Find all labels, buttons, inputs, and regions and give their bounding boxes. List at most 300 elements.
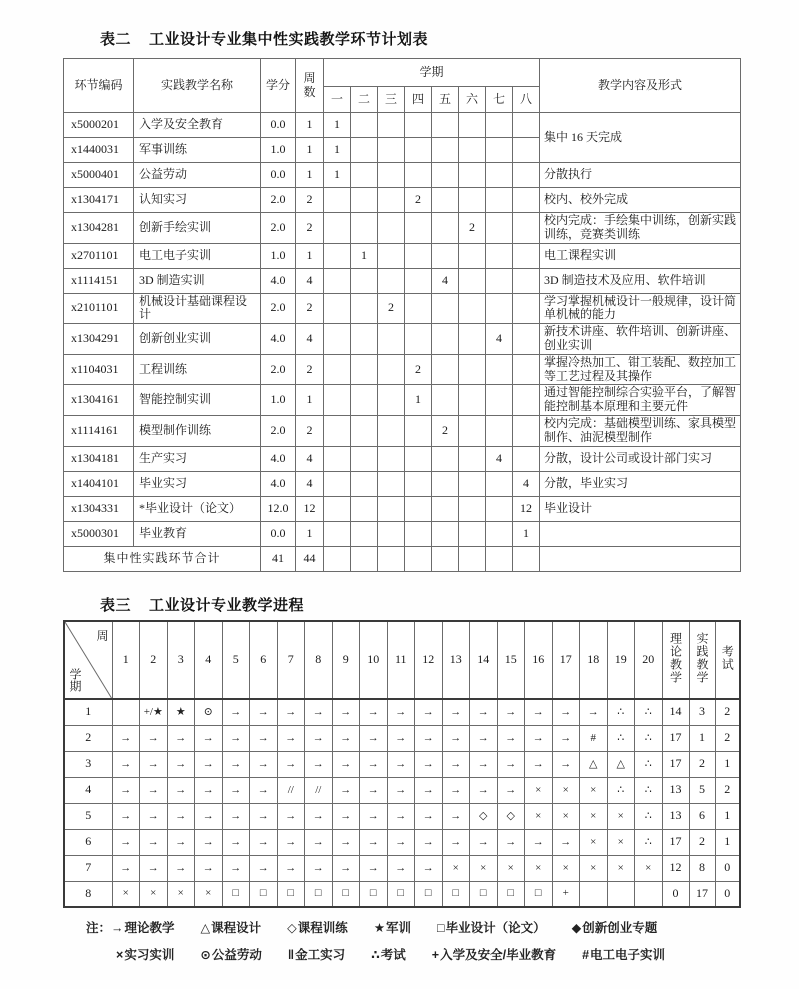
- table2-row: [64, 268, 741, 293]
- cell-week-symbol: [607, 881, 635, 907]
- legend-item: [287, 918, 348, 936]
- cell-semester-value: [324, 293, 351, 324]
- cell-exam-total: 2: [715, 777, 740, 803]
- cell-semester-value: [432, 496, 459, 521]
- cell-week-symbol: →: [222, 829, 250, 855]
- cell-semester-value: [351, 354, 378, 385]
- cell-week-symbol: →: [140, 803, 168, 829]
- cell-week-symbol: △: [580, 751, 608, 777]
- legend-symbol-电工电子实训: #: [582, 948, 590, 962]
- cell-semester-value: [513, 324, 540, 355]
- header-sem-1: 一: [324, 87, 351, 113]
- cell-code: x1114161: [64, 415, 134, 446]
- cell-name: 军事训练: [134, 138, 261, 163]
- cell-week-symbol: →: [470, 751, 498, 777]
- cell-semester-value: 4: [513, 471, 540, 496]
- cell-week-symbol: ×: [525, 855, 553, 881]
- cell-semester-value: [513, 243, 540, 268]
- cell-name: 电工电子实训: [134, 243, 261, 268]
- header-week-number: 9: [332, 621, 360, 699]
- legend-label: 理论教学: [124, 921, 175, 935]
- table2-row: [64, 415, 741, 446]
- cell-name: 入学及安全教育: [134, 113, 261, 138]
- cell-week-symbol: →: [525, 725, 553, 751]
- cell-name: 智能控制实训: [134, 385, 261, 416]
- cell-week-symbol: →: [332, 829, 360, 855]
- table3-row: [64, 699, 740, 725]
- cell-week-symbol: ×: [552, 803, 580, 829]
- cell-practice-total: 2: [689, 751, 715, 777]
- cell-semester-value: 2: [459, 213, 486, 244]
- cell-credits: 1.0: [261, 138, 296, 163]
- cell-week-symbol: ∴: [607, 725, 635, 751]
- cell-week-symbol: ∴: [635, 725, 663, 751]
- table3-row: [64, 803, 740, 829]
- cell-semester-value: [405, 446, 432, 471]
- cell-semester-value: 1: [324, 163, 351, 188]
- legend-item: [374, 918, 411, 936]
- cell-semester-value: [405, 293, 432, 324]
- cell-content: 新技术讲座、软件培训、创新讲座、创业实训: [540, 324, 741, 355]
- cell-week-symbol: →: [167, 803, 195, 829]
- cell-week-symbol: ∴: [635, 829, 663, 855]
- cell-semester-value: [351, 113, 378, 138]
- legend-label: 电工电子实训: [590, 948, 666, 962]
- cell-credits: 0.0: [261, 113, 296, 138]
- cell-week-symbol: ×: [525, 803, 553, 829]
- cell-semester-value: [513, 163, 540, 188]
- cell-semester-value: [405, 268, 432, 293]
- cell-week-symbol: →: [250, 803, 278, 829]
- cell-semester-value: [432, 213, 459, 244]
- cell-week-symbol: ×: [442, 855, 470, 881]
- legend-item: [116, 945, 174, 963]
- cell-week-symbol: ×: [635, 855, 663, 881]
- header-sem-6: 六: [459, 87, 486, 113]
- header-week-number: 2: [140, 621, 168, 699]
- cell-semester-value: [324, 188, 351, 213]
- cell-semester-value: [351, 496, 378, 521]
- cell-week-symbol: →: [525, 829, 553, 855]
- cell-week-symbol: →: [250, 751, 278, 777]
- header-week-number: 3: [167, 621, 195, 699]
- cell-semester-value: [432, 188, 459, 213]
- total-weeks: 44: [296, 546, 324, 571]
- cell-semester-value: [486, 293, 513, 324]
- cell-theory-total: 13: [662, 777, 689, 803]
- cell-week-symbol: ∴: [635, 751, 663, 777]
- total-semester-empty: [513, 546, 540, 571]
- total-semester-empty: [351, 546, 378, 571]
- cell-week-symbol: ×: [552, 855, 580, 881]
- cell-week-symbol: →: [195, 855, 223, 881]
- cell-semester-value: [324, 521, 351, 546]
- cell-semester-value: [459, 324, 486, 355]
- table2-row: [64, 293, 741, 324]
- legend-symbol-军训: ★: [373, 921, 386, 935]
- cell-week-symbol: →: [305, 699, 333, 725]
- header-week-number: 7: [277, 621, 305, 699]
- cell-weeks: 1: [296, 113, 324, 138]
- cell-week-symbol: +: [552, 881, 580, 907]
- cell-week-symbol: →: [552, 725, 580, 751]
- cell-name: 模型制作训练: [134, 415, 261, 446]
- cell-code: x2101101: [64, 293, 134, 324]
- header-week-number: 19: [607, 621, 635, 699]
- cell-exam-total: 1: [715, 829, 740, 855]
- cell-semester-value: [459, 188, 486, 213]
- cell-weeks: 2: [296, 415, 324, 446]
- cell-week-symbol: →: [195, 777, 223, 803]
- cell-semester-value: [459, 385, 486, 416]
- cell-practice-total: 8: [689, 855, 715, 881]
- total-semester-empty: [459, 546, 486, 571]
- cell-week-symbol: □: [415, 881, 443, 907]
- cell-semester-value: 4: [432, 268, 459, 293]
- cell-week-symbol: #: [580, 725, 608, 751]
- cell-week-symbol: [635, 881, 663, 907]
- cell-week-symbol: →: [360, 699, 388, 725]
- cell-semester-value: [324, 471, 351, 496]
- cell-week-symbol: ×: [607, 829, 635, 855]
- total-label: 集中性实践环节合计: [64, 546, 261, 571]
- cell-semester-number: 3: [64, 751, 112, 777]
- cell-credits: 4.0: [261, 268, 296, 293]
- cell-semester-value: [432, 385, 459, 416]
- cell-week-symbol: →: [525, 751, 553, 777]
- cell-semester-value: [513, 268, 540, 293]
- cell-semester-value: 2: [405, 188, 432, 213]
- cell-week-symbol: ×: [140, 881, 168, 907]
- legend-symbol-毕业设计（论文）: □: [437, 921, 445, 935]
- cell-semester-value: [378, 496, 405, 521]
- cell-semester-value: [459, 243, 486, 268]
- cell-week-symbol: →: [332, 855, 360, 881]
- cell-week-symbol: →: [360, 855, 388, 881]
- cell-week-symbol: □: [387, 881, 415, 907]
- cell-semester-number: 2: [64, 725, 112, 751]
- cell-semester-value: [486, 496, 513, 521]
- cell-semester-value: [459, 293, 486, 324]
- table3-row: [64, 751, 740, 777]
- cell-semester-value: [351, 521, 378, 546]
- legend-label: 军训: [386, 921, 412, 935]
- table3-title-label: 表三: [100, 597, 132, 614]
- header-practice-weeks: 实践教学: [689, 621, 715, 699]
- cell-week-symbol: →: [415, 751, 443, 777]
- cell-week-symbol: →: [250, 699, 278, 725]
- cell-semester-value: 1: [405, 385, 432, 416]
- cell-semester-value: [513, 446, 540, 471]
- table3-row: [64, 777, 740, 803]
- total-semester-empty: [378, 546, 405, 571]
- cell-week-symbol: →: [387, 855, 415, 881]
- table3-title: [100, 594, 304, 615]
- cell-week-symbol: →: [112, 751, 140, 777]
- table2-row: [64, 188, 741, 213]
- cell-week-symbol: →: [360, 751, 388, 777]
- cell-week-symbol: →: [552, 699, 580, 725]
- legend-item: [371, 945, 406, 963]
- cell-name: 创新创业实训: [134, 324, 261, 355]
- cell-exam-total: 1: [715, 751, 740, 777]
- cell-week-symbol: ★: [167, 699, 195, 725]
- header-week-number: 16: [525, 621, 553, 699]
- cell-week-symbol: →: [305, 803, 333, 829]
- cell-code: x2701101: [64, 243, 134, 268]
- legend-label: 毕业设计（论文）: [445, 921, 546, 935]
- cell-theory-total: 17: [662, 725, 689, 751]
- cell-semester-value: [378, 268, 405, 293]
- table2-title-text: 工业设计专业集中性实践教学环节计划表: [149, 31, 429, 48]
- table2-title: [100, 28, 428, 49]
- cell-semester-value: [459, 268, 486, 293]
- cell-week-symbol: →: [415, 777, 443, 803]
- cell-week-symbol: □: [442, 881, 470, 907]
- cell-week-symbol: →: [112, 855, 140, 881]
- cell-week-symbol: →: [415, 699, 443, 725]
- table3-title-text: 工业设计专业教学进程: [149, 597, 305, 614]
- header-content: 教学内容及形式: [540, 59, 741, 113]
- cell-semester-value: [432, 324, 459, 355]
- cell-practice-total: 17: [689, 881, 715, 907]
- legend-label: 课程训练: [297, 921, 348, 935]
- cell-semester-value: [351, 268, 378, 293]
- cell-credits: 0.0: [261, 521, 296, 546]
- cell-credits: 2.0: [261, 188, 296, 213]
- cell-week-symbol: →: [387, 751, 415, 777]
- cell-exam-total: 0: [715, 881, 740, 907]
- cell-name: 毕业实习: [134, 471, 261, 496]
- cell-content: 分散，毕业实习: [540, 471, 741, 496]
- cell-exam-total: 0: [715, 855, 740, 881]
- cell-semester-value: [432, 138, 459, 163]
- cell-week-symbol: //: [305, 777, 333, 803]
- cell-week-symbol: →: [470, 829, 498, 855]
- cell-week-symbol: →: [277, 855, 305, 881]
- cell-name: 毕业教育: [134, 521, 261, 546]
- cell-content: 分散执行: [540, 163, 741, 188]
- cell-semester-value: [351, 213, 378, 244]
- cell-week-symbol: ×: [607, 855, 635, 881]
- cell-week-symbol: →: [497, 751, 525, 777]
- legend-prefix: 注：: [86, 921, 112, 935]
- cell-week-symbol: →: [360, 725, 388, 751]
- cell-semester-value: [459, 521, 486, 546]
- table2-row: [64, 471, 741, 496]
- cell-semester-value: [513, 415, 540, 446]
- cell-credits: 4.0: [261, 471, 296, 496]
- legend-label: 金工实习: [295, 948, 346, 962]
- cell-semester-value: 1: [324, 113, 351, 138]
- table2-row: [64, 324, 741, 355]
- cell-weeks: 1: [296, 521, 324, 546]
- cell-week-symbol: →: [497, 777, 525, 803]
- legend-item: [582, 945, 665, 963]
- cell-semester-number: 6: [64, 829, 112, 855]
- cell-weeks: 1: [296, 138, 324, 163]
- cell-week-symbol: →: [277, 829, 305, 855]
- header-sem-4: 四: [405, 87, 432, 113]
- cell-week-symbol: →: [167, 777, 195, 803]
- legend-item: [201, 918, 262, 936]
- header-week-number: 15: [497, 621, 525, 699]
- cell-semester-value: [405, 324, 432, 355]
- cell-week-symbol: ×: [552, 777, 580, 803]
- cell-semester-value: [459, 113, 486, 138]
- cell-semester-value: 2: [378, 293, 405, 324]
- cell-week-symbol: →: [415, 829, 443, 855]
- cell-semester-value: [378, 446, 405, 471]
- legend-label: 公益劳动: [211, 948, 262, 962]
- cell-content: 3D 制造技术及应用、软件培训: [540, 268, 741, 293]
- cell-theory-total: 14: [662, 699, 689, 725]
- cell-semester-value: [513, 138, 540, 163]
- cell-week-symbol: →: [305, 829, 333, 855]
- cell-week-symbol: ×: [112, 881, 140, 907]
- header-week-number: 20: [635, 621, 663, 699]
- table3-row: [64, 881, 740, 907]
- header-theory-weeks: 理论教学: [662, 621, 689, 699]
- cell-week-symbol: ∴: [607, 699, 635, 725]
- cell-code: x5000301: [64, 521, 134, 546]
- table3-row: [64, 725, 740, 751]
- table2-row: [64, 496, 741, 521]
- cell-week-symbol: →: [442, 751, 470, 777]
- cell-semester-value: [432, 293, 459, 324]
- header-week-number: 6: [250, 621, 278, 699]
- legend-item: [200, 945, 262, 963]
- header-sem-8: 八: [513, 87, 540, 113]
- cell-semester-value: [324, 213, 351, 244]
- cell-code: x1114151: [64, 268, 134, 293]
- cell-week-symbol: →: [442, 777, 470, 803]
- header-week-number: 14: [470, 621, 498, 699]
- cell-semester-value: [378, 324, 405, 355]
- legend-label: 入学及安全/毕业教育: [440, 948, 557, 962]
- cell-code: x1104031: [64, 354, 134, 385]
- header-week-number: 4: [195, 621, 223, 699]
- cell-week-symbol: →: [250, 725, 278, 751]
- cell-semester-value: [378, 163, 405, 188]
- cell-week-symbol: →: [250, 777, 278, 803]
- cell-week-symbol: →: [277, 803, 305, 829]
- cell-weeks: 1: [296, 385, 324, 416]
- cell-exam-total: 2: [715, 725, 740, 751]
- cell-week-symbol: +/★: [140, 699, 168, 725]
- cell-week-symbol: →: [525, 699, 553, 725]
- cell-week-symbol: →: [250, 829, 278, 855]
- total-semester-empty: [405, 546, 432, 571]
- cell-semester-value: [486, 138, 513, 163]
- cell-credits: 2.0: [261, 213, 296, 244]
- legend-symbol-考试: ∴: [371, 948, 380, 962]
- cell-code: x5000201: [64, 113, 134, 138]
- cell-week-symbol: ×: [580, 803, 608, 829]
- cell-content: 集中 16 天完成: [540, 113, 741, 163]
- cell-semester-value: [351, 163, 378, 188]
- cell-week-symbol: ×: [580, 777, 608, 803]
- cell-semester-value: [405, 113, 432, 138]
- cell-semester-value: [432, 243, 459, 268]
- cell-weeks: 4: [296, 268, 324, 293]
- cell-semester-value: [405, 521, 432, 546]
- cell-content: 电工课程实训: [540, 243, 741, 268]
- cell-week-symbol: ×: [525, 777, 553, 803]
- table2-row: [64, 354, 741, 385]
- cell-practice-total: 2: [689, 829, 715, 855]
- cell-week-symbol: →: [552, 751, 580, 777]
- cell-content: 学习掌握机械设计一般规律，设计简单机械的能力: [540, 293, 741, 324]
- cell-week-symbol: →: [580, 699, 608, 725]
- cell-code: x1304331: [64, 496, 134, 521]
- cell-week-symbol: →: [305, 751, 333, 777]
- cell-semester-value: [378, 188, 405, 213]
- cell-week-symbol: →: [442, 699, 470, 725]
- cell-semester-value: 12: [513, 496, 540, 521]
- cell-semester-value: [405, 496, 432, 521]
- header-name: 实践教学名称: [134, 59, 261, 113]
- cell-name: 认知实习: [134, 188, 261, 213]
- cell-week-symbol: ×: [195, 881, 223, 907]
- cell-semester-value: [432, 163, 459, 188]
- cell-semester-value: [405, 415, 432, 446]
- header-week-number: 11: [387, 621, 415, 699]
- cell-semester-value: 2: [432, 415, 459, 446]
- cell-theory-total: 13: [662, 803, 689, 829]
- cell-semester-value: [324, 446, 351, 471]
- cell-week-symbol: →: [112, 829, 140, 855]
- cell-weeks: 2: [296, 293, 324, 324]
- cell-week-symbol: ×: [607, 803, 635, 829]
- table2-row: [64, 213, 741, 244]
- cell-semester-value: [432, 446, 459, 471]
- cell-code: x1304181: [64, 446, 134, 471]
- cell-week-symbol: →: [332, 777, 360, 803]
- cell-week-symbol: □: [305, 881, 333, 907]
- cell-semester-value: [513, 188, 540, 213]
- corner-week-label: 周: [96, 629, 109, 643]
- cell-semester-value: [513, 213, 540, 244]
- cell-week-symbol: →: [497, 699, 525, 725]
- header-weeks: 周数: [296, 59, 324, 113]
- cell-semester-value: [405, 213, 432, 244]
- cell-semester-value: [378, 213, 405, 244]
- cell-credits: 4.0: [261, 324, 296, 355]
- table2-row: [64, 521, 741, 546]
- cell-semester-value: [459, 471, 486, 496]
- cell-week-symbol: →: [277, 699, 305, 725]
- cell-credits: 2.0: [261, 415, 296, 446]
- cell-semester-value: [351, 385, 378, 416]
- total-credits: 41: [261, 546, 296, 571]
- cell-practice-total: 6: [689, 803, 715, 829]
- cell-semester-value: [405, 138, 432, 163]
- cell-week-symbol: →: [387, 725, 415, 751]
- cell-content: 掌握冷热加工、钳工装配、数控加工等工艺过程及其操作: [540, 354, 741, 385]
- cell-week-symbol: →: [140, 855, 168, 881]
- header-week-number: 13: [442, 621, 470, 699]
- cell-semester-value: [378, 354, 405, 385]
- cell-week-symbol: ∴: [635, 699, 663, 725]
- cell-weeks: 4: [296, 324, 324, 355]
- cell-week-symbol: ×: [167, 881, 195, 907]
- cell-semester-value: [486, 521, 513, 546]
- cell-semester-value: [459, 163, 486, 188]
- legend-symbol-课程设计: △: [200, 921, 211, 935]
- cell-semester-value: [351, 471, 378, 496]
- cell-week-symbol: →: [112, 803, 140, 829]
